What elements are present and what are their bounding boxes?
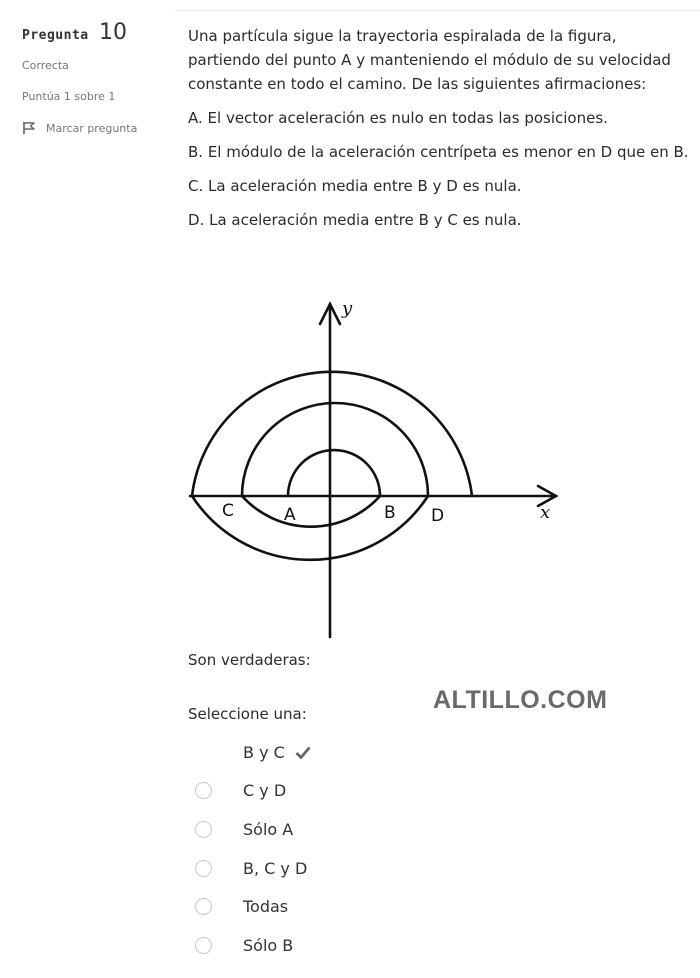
question-score: Puntúa 1 sobre 1 <box>22 90 116 103</box>
question-title-word: Pregunta <box>22 28 89 43</box>
option-label: Todas <box>243 897 289 917</box>
point-label-b: B <box>384 503 396 523</box>
option-radio[interactable] <box>195 821 212 838</box>
question-text <box>188 24 693 232</box>
checkmark-icon <box>295 746 311 759</box>
flag-icon <box>22 121 36 135</box>
option-solo-a[interactable] <box>192 810 492 849</box>
option-b-c-y-d[interactable] <box>192 849 492 888</box>
header-divider <box>175 10 700 11</box>
option-radio[interactable] <box>195 860 212 877</box>
option-label: B, C y D <box>243 858 308 878</box>
option-c-y-d[interactable] <box>192 772 492 811</box>
question-info <box>22 20 172 135</box>
question-title <box>22 20 172 45</box>
option-todas[interactable] <box>192 887 492 926</box>
point-label-d: D <box>431 506 445 526</box>
flag-question-link[interactable] <box>22 121 172 135</box>
point-label-a: A <box>284 505 296 525</box>
point-label-c: C <box>222 501 234 521</box>
statement-d: D. La aceleración media entre B y C es nula. <box>188 211 522 229</box>
option-label: C y D <box>243 781 287 801</box>
question-status: Correcta <box>22 59 69 72</box>
answer-options <box>192 733 492 965</box>
select-one-label: Seleccione una: <box>188 705 307 723</box>
statement-b: B. El módulo de la aceleración centrípeta es menor en D que en B. <box>188 143 689 161</box>
spiral-path <box>192 372 472 560</box>
question-number: 10 <box>98 20 127 45</box>
option-solo-b[interactable] <box>192 926 492 965</box>
flag-label: Marcar pregunta <box>46 121 138 135</box>
problem-intro: Una partícula sigue la trayectoria espiralada de la figura, partiendo del punto A y manteniendo el módulo de su velocidad constante en todo el camino. De las siguientes afirmaciones: <box>188 27 671 93</box>
spiral-trajectory-figure <box>180 292 580 650</box>
watermark-logo: ALTILLO.COM <box>433 686 608 714</box>
statement-c: C. La aceleración media entre B y D es nula. <box>188 177 522 195</box>
option-radio[interactable] <box>195 744 212 761</box>
option-label: Sólo B <box>243 935 294 955</box>
statement-a: A. El vector aceleración es nulo en todas las posiciones. <box>188 109 608 127</box>
option-radio[interactable] <box>195 898 212 915</box>
answer-prompt: Son verdaderas: <box>188 651 311 669</box>
axis-label-x: x <box>540 502 551 523</box>
option-radio[interactable] <box>195 782 212 799</box>
option-b-y-c[interactable] <box>192 733 492 772</box>
option-radio[interactable] <box>195 937 212 954</box>
option-label: B y C <box>243 742 285 762</box>
option-label: Sólo A <box>243 819 294 839</box>
axis-label-y: y <box>342 298 353 319</box>
